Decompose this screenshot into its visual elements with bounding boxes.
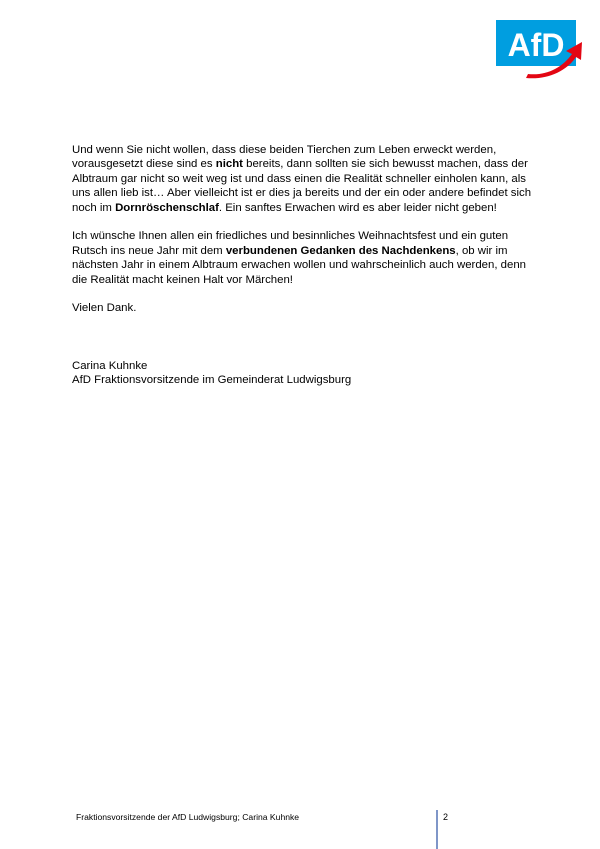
logo-text: AfD bbox=[507, 27, 565, 63]
signature-block bbox=[72, 359, 532, 388]
paragraph-1: Und wenn Sie nicht wollen, dass diese beiden Tierchen zum Leben erweckt werden, vorausgesetzt diese sind es nicht bereits, dann sollten sie sich bewusst machen, dass der Albtraum gar nicht so weit weg ist und dass einen die Realität schneller einholen kann, als uns allen lieb ist… Aber vielleicht ist er dies ja bereits und der ein oder andere befindet sich noch im Dornröschenschlaf. Ein sanftes Erwachen wird es aber leider nicht geben! bbox=[72, 144, 532, 214]
page-number: 2 bbox=[443, 812, 449, 822]
signature-title: AfD Fraktionsvorsitzende im Gemeinderat Ludwigsburg bbox=[72, 374, 352, 387]
footer-text: Fraktionsvorsitzende der AfD Ludwigsburg; Carina Kuhnke bbox=[76, 812, 300, 822]
afd-logo bbox=[496, 18, 584, 80]
closing-thanks: Vielen Dank. bbox=[72, 302, 137, 315]
letter-body bbox=[72, 143, 532, 388]
footer-divider bbox=[436, 810, 438, 849]
signature-name: Carina Kuhnke bbox=[72, 359, 148, 372]
paragraph-2: Ich wünsche Ihnen allen ein friedliches und besinnliches Weihnachtsfest und ein guten Rutsch ins neue Jahr mit dem verbundenen Gedanken des Nachdenkens, ob wir im nächsten Jahr in einem Albtraum erwachen wollen und wahrscheinlich auch werden, denn die Realität macht keinen Halt vor Märchen! bbox=[72, 230, 526, 286]
